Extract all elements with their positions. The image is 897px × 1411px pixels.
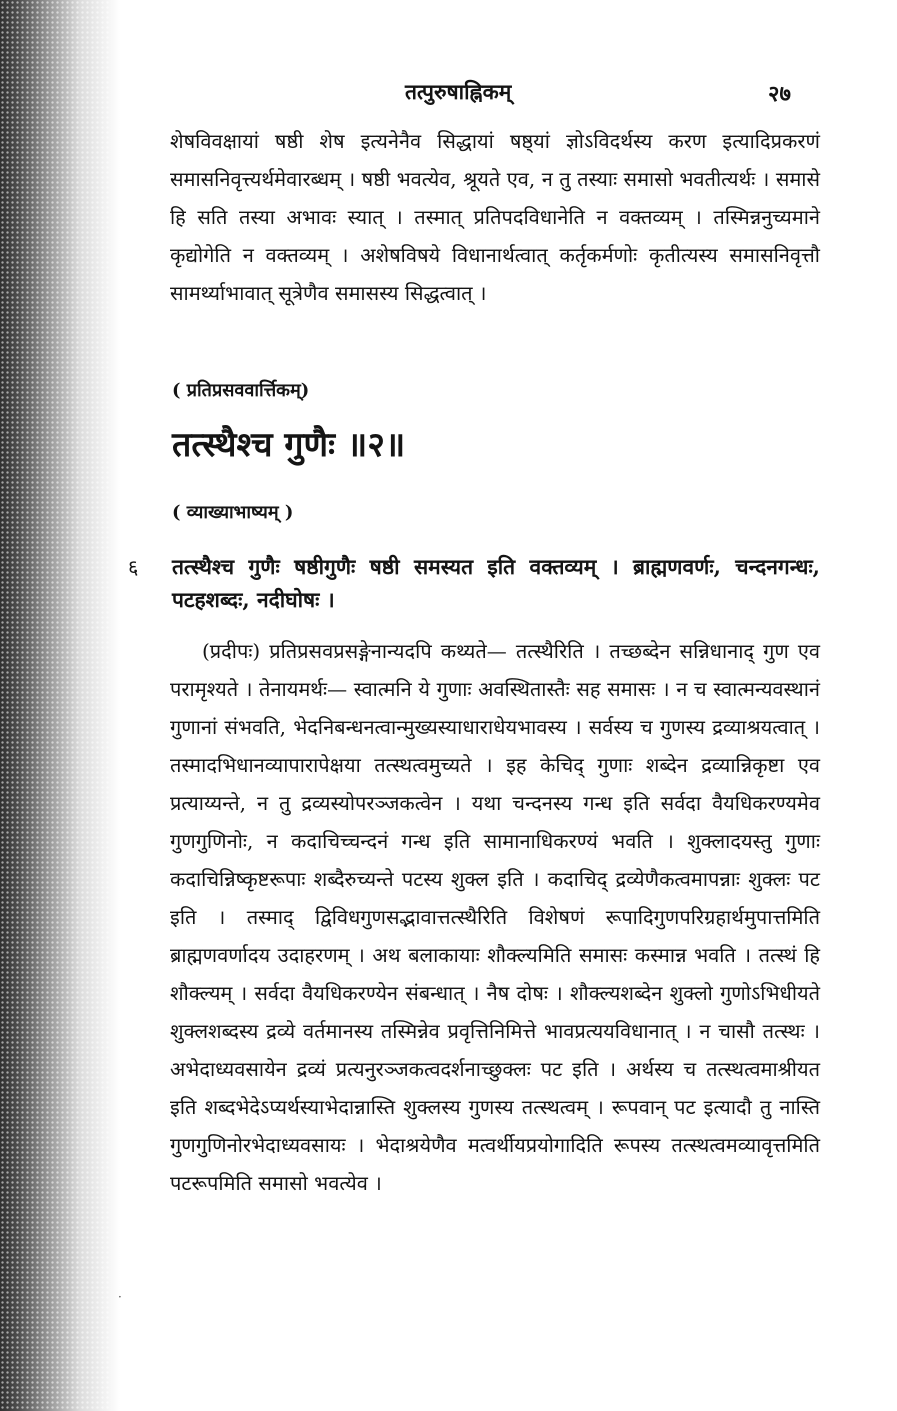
paragraph-intro: शेषविवक्षायां षष्ठी शेष इत्यनेनैव सिद्धायां षष्ठ्यां ज्ञोऽविदर्थस्य करण इत्यादिप्रकरणं समासनिवृत्त्यर्थमेवारब्धम् । षष्ठी भवत्येव, श्रूयते एव, न तु तस्याः समासो भवतीत्यर्थः । समासे हि सति तस्या अभावः स्यात् । तस्मात् प्रतिपदविधानेति न वक्तव्यम् । तस्मिन्ननुच्यमाने कृद्योगेति न वक्तव्यम् । अशेषविषये विधानार्थत्वात् कर्तृकर्मणोः कृतीत्यस्य समासनिवृत्तौ सामर्थ्याभावात् सूत्रेणैव समासस्य सिद्धत्वात् । — [170, 129, 820, 305]
pradipa-commentary: (प्रदीपः) प्रतिप्रसवप्रसङ्गेनान्यदपि कथ्यते— तत्स्थैरिति । तच्छब्देन सन्निधानाद् गुण एव परामृश्यते । तेनायमर्थः— स्वात्मनि ये गुणाः अवस्थितास्तैः सह समासः । न च स्वात्मन्यवस्थानं गुणानां संभवति, भेदनिबन्धनत्वान्मुख्यस्याधाराधेयभावस्य । सर्वस्य च गुणस्य द्रव्याश्रयत्वात् । तस्मादभिधानव्यापारापेक्षया तत्स्थत्वमुच्यते । इह केचिद् गुणाः शब्देन द्रव्यान्निकृष्टा एव प्रत्याय्यन्ते, न तु द्रव्यस्योपरञ्जकत्वेन । यथा चन्दनस्य गन्ध इति सर्वदा वैयधिकरण्यमेव गुणगुणिनोः, न कदाचिच्चन्दनं गन्ध इति सामानाधिकरण्यं भवति । शुक्लादयस्तु गुणाः कदाचिन्निष्कृष्टरूपाः शब्दैरुच्यन्ते पटस्य शुक्ल इति । कदाचिद् द्रव्येणैकत्वमापन्नाः शुक्लः पट इति । तस्माद् द्विविधगुणसद्भावात्तत्स्थैरिति विशेषणं रूपादिगुणपरिग्रहार्थमुपात्तमिति ब्राह्मणवर्णादय उदाहरणम् । अथ बलाकायाः शौक्ल्यमिति समासः कस्मान्न भवति । तत्स्थं हि शौक्ल्यम् । सर्वदा वैयधिकरण्येन संबन्धात् । नैष दोषः । शौक्ल्यशब्देन शुक्लो गुणोऽभिधीयते शुक्लशब्दस्य द्रव्ये वर्तमानस्य तस्मिन्नेव प्रवृत्तिनिमित्ते भावप्रत्ययविधानात् । न चासौ तत्स्थः । अभेदाध्यवसायेन द्रव्यं प्रत्यनुरञ्जकत्वदर्शनाच्छुक्लः पट इति । अर्थस्य च तत्स्थत्वमाश्रीयत इति शब्दभेदेऽप्यर्थस्याभेदान्नास्ति शुक्लस्य गुणस्य तत्स्थत्वम् । रूपवान् पट इत्यादौ तु नास्ति गुणगुणिनोरभेदाध्यवसायः । भेदाश्रयेणैव मत्वर्थीयप्रयोगादिति रूपस्य तत्स्थत्वमव्यावृत्तमिति पटरूपमिति समासो भवत्येव । — [170, 639, 820, 1195]
running-title: तत्पुरुषाह्निकम् — [405, 79, 512, 104]
vartika-text: तत्स्थैश्च गुणैः षष्ठीगुणैः षष्ठी समस्यत इति वक्तव्यम् । ब्राह्मणवर्णः, चन्दनगन्धः, पटहशब्दः, नदीघोषः । — [172, 554, 820, 612]
section-label-pratiprasava: ( प्रतिप्रसववार्त्तिकम्) — [172, 380, 310, 401]
margin-number: ६ — [128, 555, 139, 579]
page-header — [0, 78, 897, 108]
sutra-heading: तत्स्थैश्च गुणैः ॥२॥ — [172, 425, 406, 465]
section-label-vyakhya: ( व्याख्याभाष्यम् ) — [172, 502, 294, 523]
scan-speck: · — [118, 1290, 122, 1304]
page-number: २७ — [768, 81, 791, 107]
